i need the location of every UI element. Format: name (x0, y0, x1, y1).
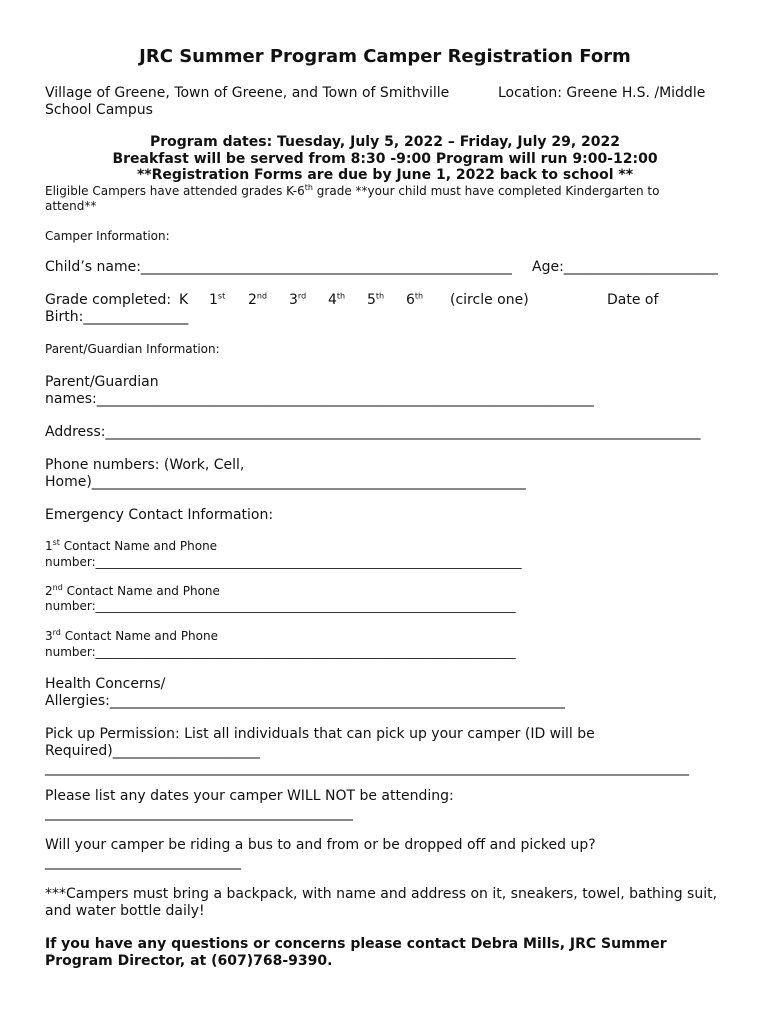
grade-option-1[interactable]: 1st (209, 291, 226, 308)
address-field[interactable]: Address:_____________________________________________________________________________________ (45, 424, 701, 440)
contact-3-field[interactable]: number:______________________________________________________________________ (45, 645, 516, 659)
age-field[interactable]: Age:______________________ (532, 259, 718, 275)
circle-one-note: (circle one) (450, 292, 529, 308)
parent-section-heading: Parent/Guardian Information: (45, 342, 220, 356)
grade-option-k[interactable]: K (179, 292, 189, 308)
contact-info: If you have any questions or concerns please contact Debra Mills, JRC Summer (45, 936, 667, 952)
due-date: **Registration Forms are due by June 1, 2022 back to school ** (136, 167, 634, 183)
eligibility-line-2: attend** (45, 199, 97, 213)
grade-option-2[interactable]: 2nd (248, 291, 268, 308)
contact-2-field[interactable]: number:______________________________________________________________________ (45, 599, 516, 613)
location-line: Location: Greene H.S. /Middle (498, 85, 706, 101)
page-title: JRC Summer Program Camper Registration Form (139, 46, 631, 67)
dates-not-attending-field[interactable]: ____________________________________________ (45, 805, 353, 821)
parent-names-label: Parent/Guardian (45, 374, 159, 390)
bring-items-note: ***Campers must bring a backpack, with name and address on it, sneakers, towel, bathing suit, (45, 886, 718, 902)
pickup-field[interactable]: Required)_____________________ (45, 743, 260, 759)
childs-name-field[interactable]: Child’s name:_____________________________________________________ (45, 259, 512, 275)
camper-section-heading: Camper Information: (45, 229, 170, 243)
grade-label: Grade completed: (45, 292, 172, 308)
contact-2-label: 2nd Contact Name and Phone (45, 583, 220, 598)
eligibility: Eligible Campers have attended grades K-6th grade **your child must have completed Kindergarten to (45, 183, 660, 198)
grade-option-3[interactable]: 3rd (289, 291, 307, 308)
contact-3-label: 3rd Contact Name and Phone (45, 628, 218, 643)
health-field[interactable]: Allergies:_________________________________________________________________ (45, 693, 565, 709)
grade-option-4[interactable]: 4th (328, 291, 346, 308)
phone-field[interactable]: Home)______________________________________________________________ (45, 474, 526, 490)
pickup-field-line-2[interactable]: ____________________________________________________________________________________________ (45, 760, 689, 776)
grade-option-5[interactable]: 5th (367, 291, 385, 308)
emergency-section-heading: Emergency Contact Information: (45, 507, 274, 523)
contact-1-field[interactable]: number:_______________________________________________________________________ (45, 555, 522, 569)
villages-line: Village of Greene, Town of Greene, and Town of Smithville (45, 85, 450, 101)
dob-field[interactable]: Birth:_______________ (45, 309, 189, 325)
pickup-label: Pick up Permission: List all individuals that can pick up your camper (ID will be (45, 726, 595, 742)
grade-option-6[interactable]: 6th (406, 291, 424, 308)
bus-question: Will your camper be riding a bus to and from or be dropped off and picked up? (45, 837, 596, 853)
program-dates: Program dates: Tuesday, July 5, 2022 – Friday, July 29, 2022 (149, 134, 621, 150)
phone-label: Phone numbers: (Work, Cell, (45, 457, 245, 473)
contact-1-label: 1st Contact Name and Phone (45, 538, 218, 553)
parent-names-field[interactable]: names:_______________________________________________________________________ (45, 391, 594, 407)
dob-label: Date of (607, 292, 659, 308)
bus-field[interactable]: ____________________________ (45, 854, 241, 870)
health-label: Health Concerns/ (45, 676, 166, 692)
breakfast-times: Breakfast will be served from 8:30 -9:00 Program will run 9:00-12:00 (112, 151, 658, 167)
contact-info-line-2: Program Director, at (607)768-9390. (45, 953, 333, 969)
villages-line-2: School Campus (45, 102, 153, 118)
dates-not-attending-label: Please list any dates your camper WILL NOT be attending: (45, 788, 454, 804)
bring-items-note-line-2: and water bottle daily! (45, 903, 205, 919)
